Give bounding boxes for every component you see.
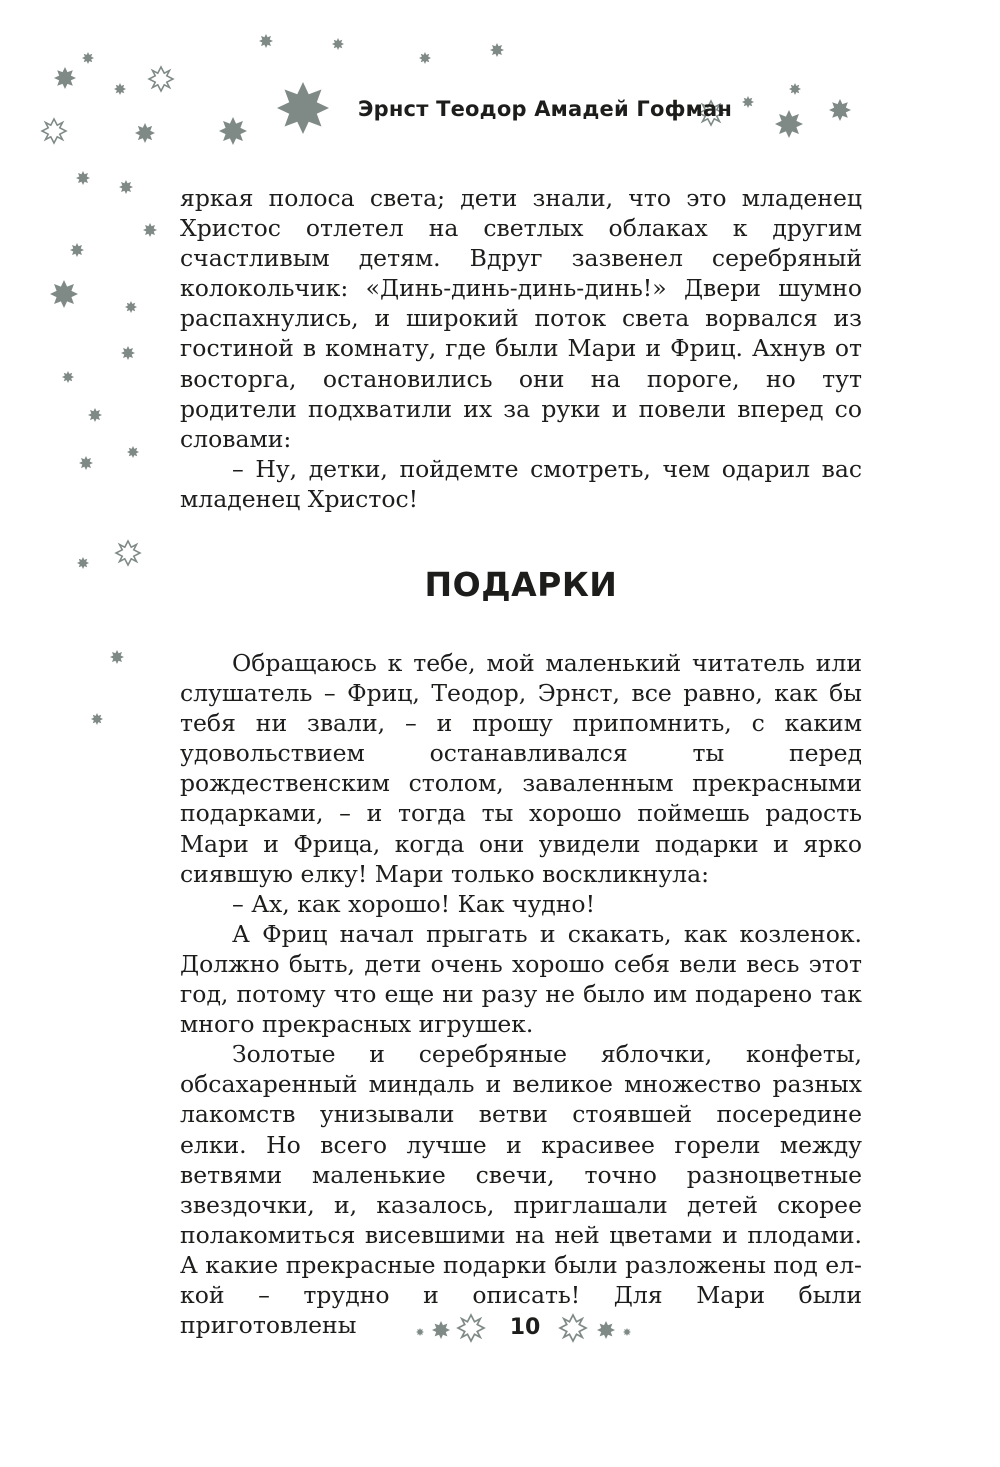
- chapter-body: [180, 648, 862, 1340]
- outline-star-icon: [116, 541, 140, 565]
- star-icon: [76, 171, 90, 185]
- star-icon: [829, 99, 851, 121]
- star-icon: [332, 38, 344, 50]
- star-icon: [54, 67, 76, 89]
- page-number: 10: [509, 1315, 541, 1340]
- text-section-before: [180, 183, 862, 514]
- star-icon: [789, 83, 801, 95]
- star-icon: [110, 650, 124, 664]
- star-icon: [79, 456, 93, 470]
- star-icon: [88, 408, 102, 422]
- star-icon: [135, 123, 155, 143]
- outline-star-icon: [42, 119, 66, 143]
- star-icon: [62, 371, 74, 383]
- star-icon: [91, 713, 103, 725]
- star-icon: [125, 301, 137, 313]
- star-icon: [277, 82, 329, 134]
- star-icon: [127, 446, 139, 458]
- star-icon: [742, 96, 754, 108]
- star-icon: [119, 180, 133, 194]
- paragraph: – Ну, детки, пойдемте смотреть, чем одарил вас младенец Христос!: [180, 454, 862, 513]
- outline-star-icon: [149, 67, 173, 91]
- paragraph: Золотые и серебряные яблочки, конфеты, обсахаренный миндаль и великое множество разных лакомств унизывали ветви стоявшей посередине елки. Но всего лучше и красивее горели между ветвями маленькие свечи, точно разноцветные звездочки, и, казалось, приглашали детей скорее полакомиться висевшими на ней цветами и плодами. А какие прекрасные подарки были разложены под елкой – трудно и описать! Для Мари были приготовлены: [180, 1040, 862, 1340]
- star-icon: [70, 243, 84, 257]
- paragraph: – Ах, как хорошо! Как чудно!: [232, 889, 596, 918]
- star-icon: [419, 52, 431, 64]
- star-icon: [775, 110, 803, 138]
- star-icon: [82, 52, 94, 64]
- star-icon: [219, 117, 247, 145]
- star-icon: [114, 83, 126, 95]
- running-header-author: Эрнст Теодор Амадей Гофман: [358, 97, 733, 121]
- chapter-title: ПОДАРКИ: [424, 565, 618, 604]
- star-icon: [490, 43, 504, 57]
- star-icon: [50, 280, 78, 308]
- star-icon: [143, 223, 157, 237]
- star-icon: [121, 346, 135, 360]
- paragraph: Обращаюсь к тебе, мой маленький читатель или слушатель – Фриц, Теодор, Эрнст, все равно, как бы тебя ни звали, – и прошу припомнить, с каким удовольствием останавливался ты перед рождественским столом, заваленным прекрасными подарками, – и тогда ты хорошо поймешь радость Мари и Фрица, когда они увидели подарки и ярко сиявшую елку! Мари только воскликнула:: [180, 649, 862, 888]
- paragraph: яркая полоса света; дети знали, что это младенец Христос отлетел на светлых облаках к другим счастливым детям. Вдруг зазвенел серебряный колокольчик: «Динь-динь-динь-динь!» Двери шумно распахнулись, и широкий поток света ворвался из гостиной в комнату, где были Мари и Фриц. Ахнув от восторга, остановились они на пороге, но тут родители подхватили их за руки и повели вперед со словами:: [180, 184, 862, 453]
- paragraph: А Фриц начал прыгать и скакать, как козленок. Должно быть, дети очень хорошо себя вели весь этот год, потому что еще ни разу не было им подарено так много прекрасных игрушек.: [180, 919, 862, 1039]
- star-icon: [259, 34, 273, 48]
